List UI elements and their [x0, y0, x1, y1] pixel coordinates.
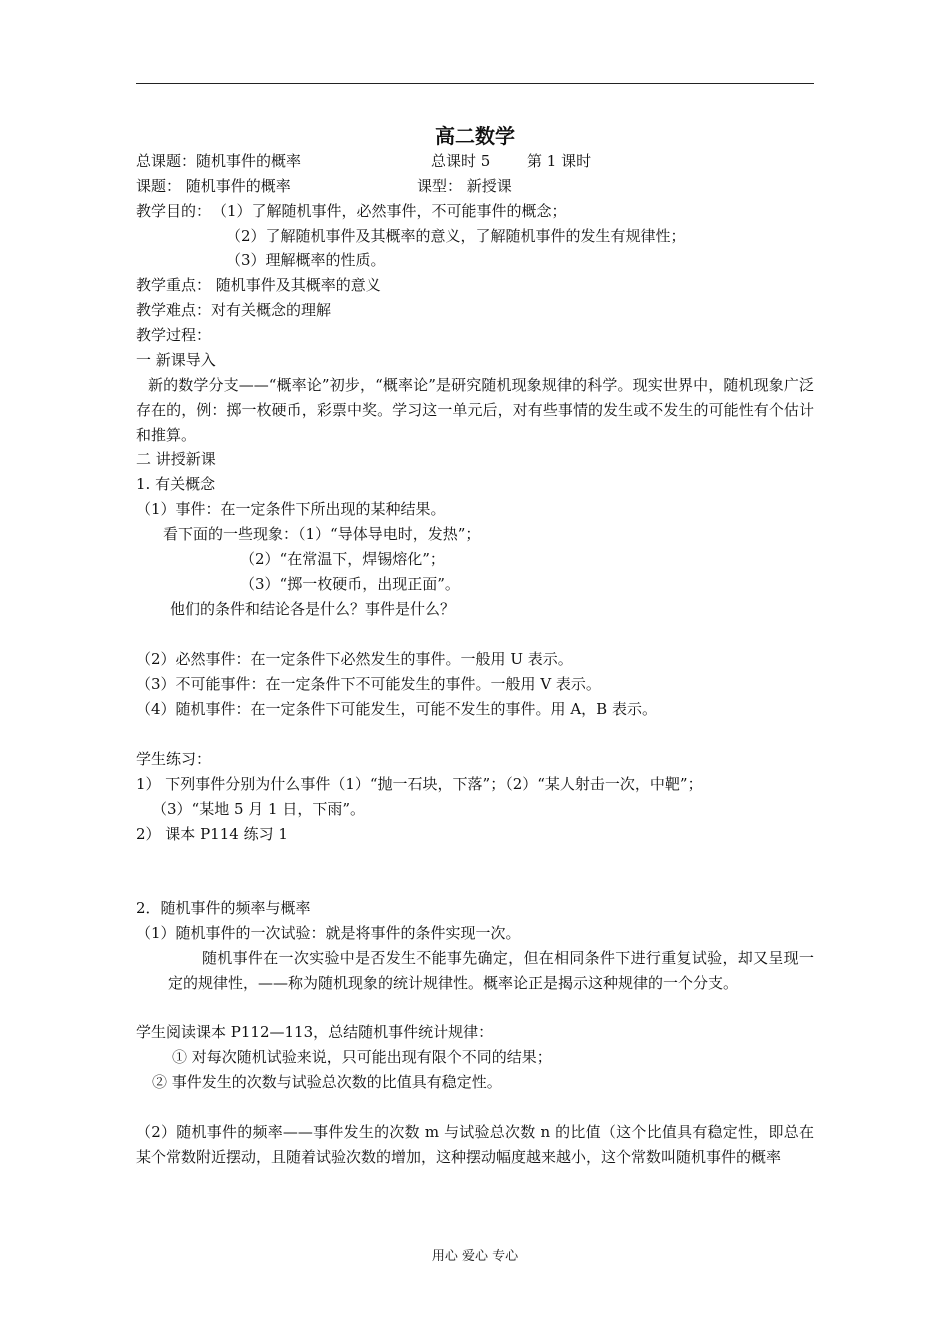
definition-certain: （2）必然事件：在一定条件下必然发生的事件。一般用 U 表示。 [136, 650, 573, 668]
discussion-question: 他们的条件和结论各是什么？事件是什么？ [170, 600, 456, 618]
rule-item: ② 事件发生的次数与试验总次数的比值具有稳定性。 [152, 1073, 502, 1091]
phenomena-line: （3）“掷一枚硬币，出现正面”。 [240, 575, 460, 593]
objective-item: （2）了解随机事件及其概率的意义，了解随机事件的发生有规律性； [226, 227, 686, 245]
section-heading: 二 讲授新课 [136, 450, 216, 468]
difficulty: 教学难点：对有关概念的理解 [136, 301, 332, 319]
page-footer: 用心 爱心 专心 [431, 1249, 519, 1264]
definition-trial: （1）随机事件的一次试验：就是将事件的条件实现一次。 [136, 924, 521, 942]
page-title: 高二数学 [435, 124, 515, 148]
objective-item: （3）理解概率的性质。 [226, 251, 386, 269]
phenomena-line: （2）“在常温下，焊锡熔化”； [240, 550, 445, 568]
frequency-paragraph: （2）随机事件的频率——事件发生的次数 m 与试验总次数 n 的比值（这个比值具有稳定性，即总在某个常数附近摆动，且随着试验次数的增加，这种摆动幅度越来越小，这个常数叫随机事件的概率 [136, 1123, 814, 1166]
process-label: 教学过程： [136, 326, 212, 344]
rule-item: ① 对每次随机试验来说，只可能出现有限个不同的结果； [172, 1048, 552, 1066]
total-hours: 总课时 5 [431, 152, 491, 170]
definition-random: （4）随机事件：在一定条件下可能发生，可能不发生的事件。用 A，B 表示。 [136, 700, 657, 718]
lesson-topic: 课题： 随机事件的概率 [136, 177, 291, 195]
objectives-label: 教学目的： [136, 202, 212, 220]
subsection-heading: 1. 有关概念 [136, 475, 216, 493]
definition-impossible: （3）不可能事件：在一定条件下不可能发生的事件。一般用 V 表示。 [136, 675, 601, 693]
objective-item: （1）了解随机事件，必然事件，不可能事件的概念； [212, 202, 567, 220]
intro-paragraph: 新的数学分支——“概率论”初步，“概率论”是研究随机现象规律的科学。现实世界中，随机现象广泛存在的，例：掷一枚硬币，彩票中奖。学习这一单元后，对有些事情的发生或不发生的可能性有个估计和推算。 [136, 376, 814, 444]
general-topic: 总课题：随机事件的概率 [136, 152, 302, 170]
header-rule [136, 83, 814, 84]
key-point: 教学重点： 随机事件及其概率的意义 [136, 276, 381, 294]
reading-instruction: 学生阅读课本 P112—113，总结随机事件统计规律： [136, 1023, 494, 1041]
trial-paragraph: 随机事件在一次实验中是否发生不能事先确定，但在相同条件下进行重复试验，却又呈现一定的规律性，——称为随机现象的统计规律性。概率论正是揭示这种规律的一个分支。 [168, 949, 814, 992]
section-heading: 一 新课导入 [136, 351, 216, 369]
phenomena-line: 看下面的一些现象：（1）“导体导电时，发热”； [163, 525, 481, 543]
practice-label: 学生练习： [136, 750, 212, 768]
subsection-heading: 2．随机事件的频率与概率 [136, 899, 311, 917]
lesson-number: 第 1 课时 [527, 152, 592, 170]
practice-item-continued: （3）“某地 5 月 1 日，下雨”。 [152, 800, 366, 818]
practice-item: 2） 课本 P114 练习 1 [136, 825, 288, 843]
lesson-type: 课型： 新授课 [417, 177, 512, 195]
practice-item: 1） 下列事件分别为什么事件（1）“抛一石块，下落”；（2）“某人射击一次，中靶”； [136, 775, 703, 793]
definition-event: （1）事件：在一定条件下所出现的某种结果。 [136, 500, 446, 518]
